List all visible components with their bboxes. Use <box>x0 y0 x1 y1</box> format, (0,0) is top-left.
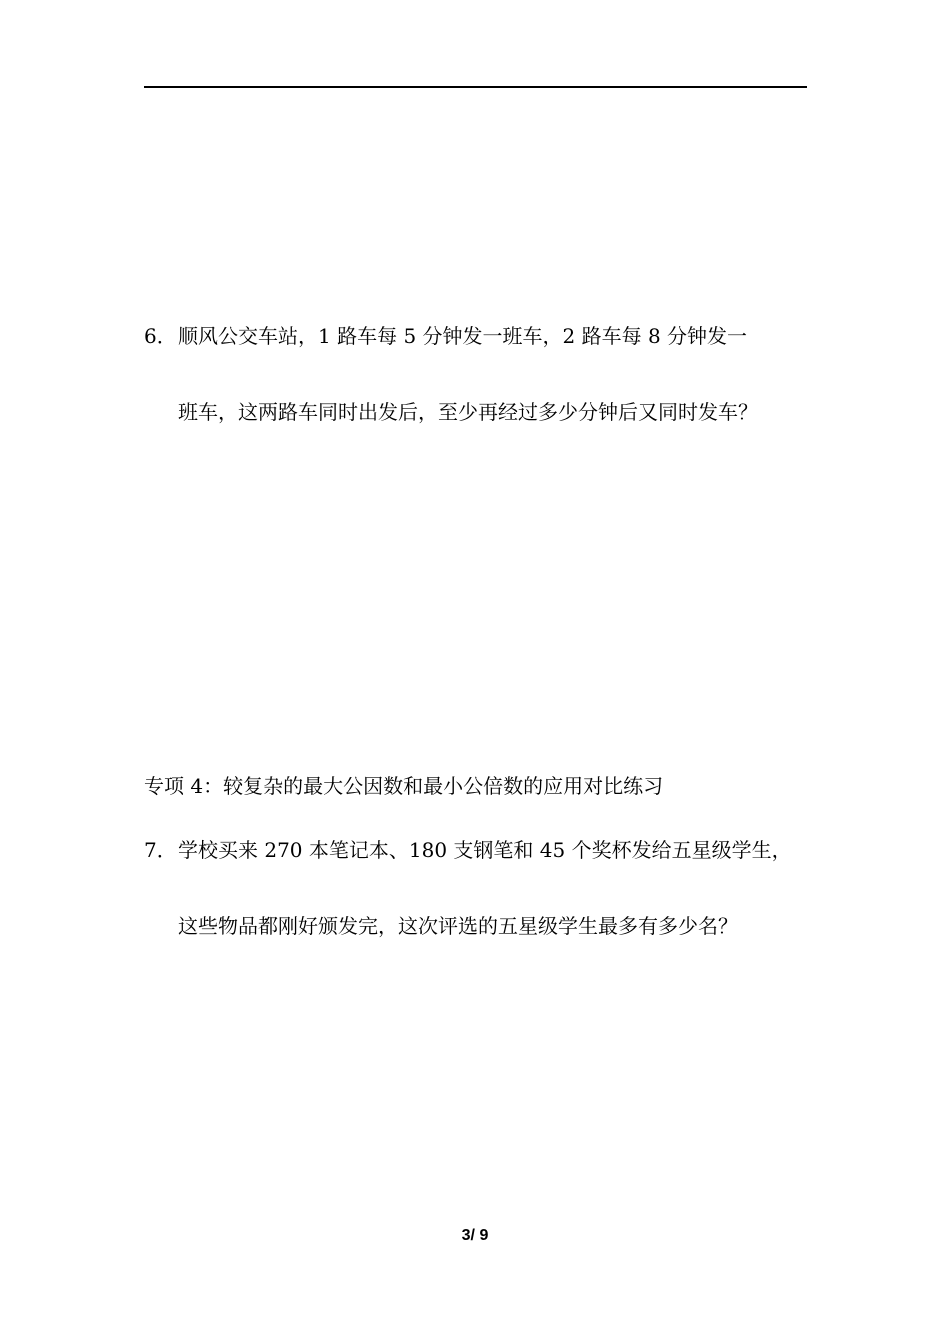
question-6-number: 6． <box>144 324 177 348</box>
page-number: 3/ 9 <box>461 1227 489 1244</box>
question-6-line-1: 顺风公交车站，1 路车每 5 分钟发一班车，2 路车每 8 分钟发一 <box>178 324 748 348</box>
question-6-line-2: 班车，这两路车同时出发后，至少再经过多少分钟后又同时发车？ <box>178 400 758 424</box>
question-7-number: 7． <box>144 838 177 862</box>
section-4-heading: 专项 4：较复杂的最大公因数和最小公倍数的应用对比练习 <box>144 774 664 798</box>
question-7-line-2: 这些物品都刚好颁发完，这次评选的五星级学生最多有多少名？ <box>178 914 738 938</box>
question-7-line-1: 学校买来 270 本笔记本、180 支钢笔和 45 个奖杯发给五星级学生， <box>178 838 792 862</box>
header-rule <box>144 86 807 88</box>
